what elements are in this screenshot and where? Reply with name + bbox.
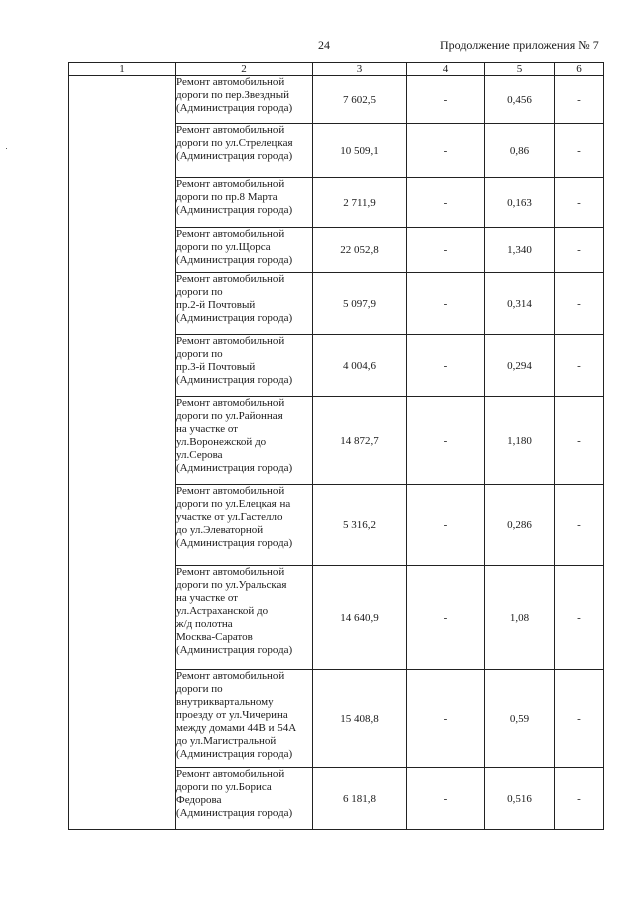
length-cell: 0,286 (485, 485, 555, 566)
scan-speck (6, 148, 7, 149)
col6-cell: - (555, 124, 604, 178)
work-description: Ремонт автомобильной дороги по внутриквартальному проезду от ул.Чичерина между домами 44В и 54А до ул.Магистральной (Администрация города) (176, 670, 313, 768)
section-cell (69, 76, 176, 830)
work-description: Ремонт автомобильной дороги по ул.Уральская на участке от ул.Астраханской до ж/д полотна Москва-Саратов (Администрация города) (176, 566, 313, 670)
col6-cell: - (555, 76, 604, 124)
col4-cell: - (407, 273, 485, 335)
work-description: Ремонт автомобильной дороги по пр.8 Марта (Администрация города) (176, 178, 313, 228)
column-number-row (69, 63, 604, 76)
col6-cell: - (555, 566, 604, 670)
column-header: 4 (407, 63, 485, 76)
cost-cell: 6 181,8 (313, 768, 407, 830)
col4-cell: - (407, 178, 485, 228)
cost-cell: 14 872,7 (313, 397, 407, 485)
cost-cell: 14 640,9 (313, 566, 407, 670)
length-cell: 0,516 (485, 768, 555, 830)
col4-cell: - (407, 670, 485, 768)
length-cell: 0,314 (485, 273, 555, 335)
length-cell: 1,340 (485, 228, 555, 273)
col6-cell: - (555, 397, 604, 485)
cost-cell: 22 052,8 (313, 228, 407, 273)
col6-cell: - (555, 485, 604, 566)
length-cell: 0,163 (485, 178, 555, 228)
cost-cell: 7 602,5 (313, 76, 407, 124)
work-description: Ремонт автомобильной дороги по ул.Районная на участке от ул.Воронежской до ул.Серова (Администрация города) (176, 397, 313, 485)
cost-cell: 15 408,8 (313, 670, 407, 768)
table-row (69, 76, 604, 124)
column-header: 5 (485, 63, 555, 76)
cost-cell: 2 711,9 (313, 178, 407, 228)
length-cell: 0,59 (485, 670, 555, 768)
column-header: 6 (555, 63, 604, 76)
cost-cell: 5 316,2 (313, 485, 407, 566)
col4-cell: - (407, 397, 485, 485)
col4-cell: - (407, 76, 485, 124)
length-cell: 0,294 (485, 335, 555, 397)
work-description: Ремонт автомобильной дороги по ул.Щорса (Администрация города) (176, 228, 313, 273)
col6-cell: - (555, 228, 604, 273)
col4-cell: - (407, 485, 485, 566)
appendix-table (68, 62, 604, 830)
work-description: Ремонт автомобильной дороги по ул.Стрелецкая (Администрация города) (176, 124, 313, 178)
col4-cell: - (407, 124, 485, 178)
col4-cell: - (407, 768, 485, 830)
work-description: Ремонт автомобильной дороги по пер.Звездный (Администрация города) (176, 76, 313, 124)
length-cell: 1,08 (485, 566, 555, 670)
work-description: Ремонт автомобильной дороги по пр.3-й Почтовый (Администрация города) (176, 335, 313, 397)
page-number: 24 (318, 38, 330, 52)
column-header: 3 (313, 63, 407, 76)
col6-cell: - (555, 335, 604, 397)
cost-cell: 10 509,1 (313, 124, 407, 178)
work-description: Ремонт автомобильной дороги по ул.Бориса Федорова (Администрация города) (176, 768, 313, 830)
cost-cell: 4 004,6 (313, 335, 407, 397)
col4-cell: - (407, 228, 485, 273)
length-cell: 0,456 (485, 76, 555, 124)
length-cell: 0,86 (485, 124, 555, 178)
col6-cell: - (555, 768, 604, 830)
col4-cell: - (407, 566, 485, 670)
cost-cell: 5 097,9 (313, 273, 407, 335)
work-description: Ремонт автомобильной дороги по пр.2-й Почтовый (Администрация города) (176, 273, 313, 335)
col6-cell: - (555, 178, 604, 228)
col6-cell: - (555, 273, 604, 335)
appendix-label: Продолжение приложения № 7 (440, 38, 599, 52)
col4-cell: - (407, 335, 485, 397)
column-header: 2 (176, 63, 313, 76)
length-cell: 1,180 (485, 397, 555, 485)
column-header: 1 (69, 63, 176, 76)
col6-cell: - (555, 670, 604, 768)
work-description: Ремонт автомобильной дороги по ул.Елецкая на участке от ул.Гастелло до ул.Элеваторной (Администрация города) (176, 485, 313, 566)
